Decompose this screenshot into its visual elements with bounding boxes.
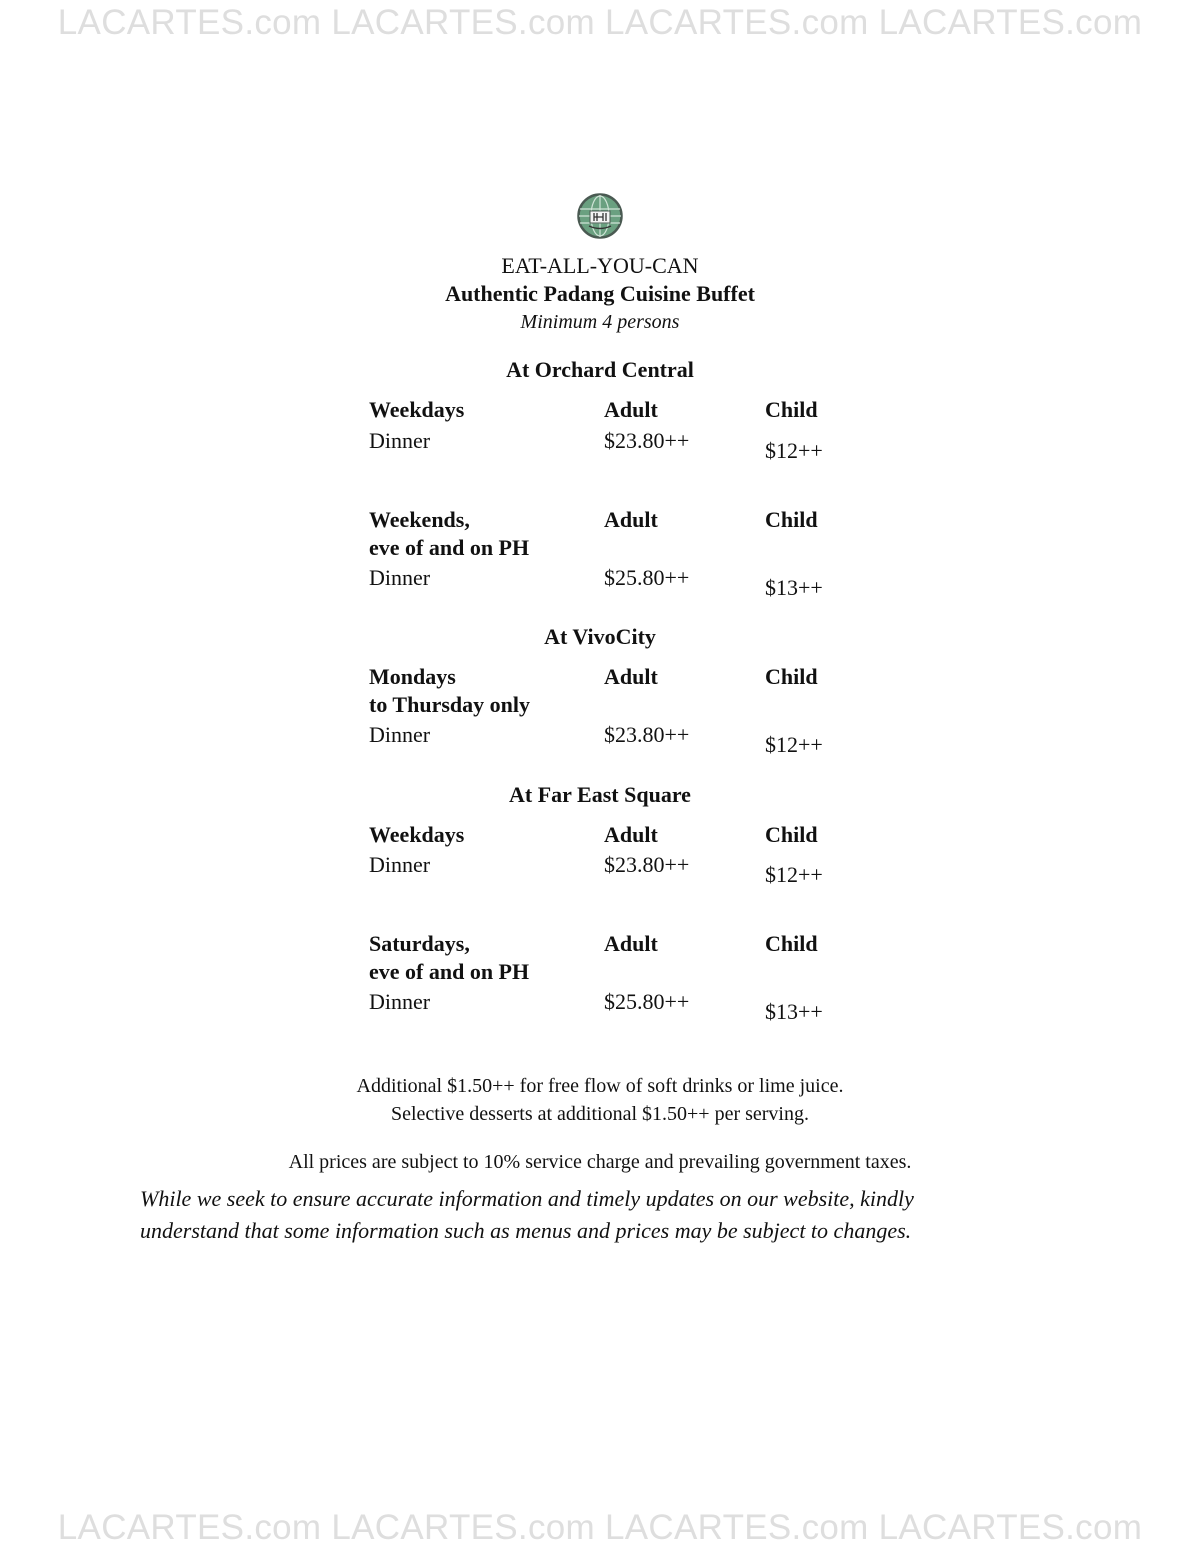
price-block-far-east-saturdays [369,931,889,1041]
day-label: Mondays [369,664,456,689]
watermark-top: LACARTES.com LACARTES.com LACARTES.com LACARTES.com [57,3,1143,42]
day-label: Weekdays [369,822,465,847]
day-label: Weekdays [369,397,465,422]
globe-emblem-icon [577,193,623,239]
adult-header: Adult [604,664,658,689]
location-heading-vivocity: At VivoCity [544,624,656,649]
location-heading-far-east-square: At Far East Square [509,782,691,807]
day-label-line2: eve of and on PH [369,959,530,984]
price-block-far-east-weekdays [369,822,889,932]
desserts-note: Selective desserts at additional $1.50++ per serving. [390,1103,809,1125]
meal-label: Dinner [369,722,431,747]
disclaimer-line-2: understand that some information such as menus and prices may be subject to changes. [140,1218,912,1243]
day-label: Saturdays, [369,931,470,956]
disclaimer-line-1: While we seek to ensure accurate information and timely updates on our website, kindly [140,1186,914,1211]
day-label-line2: to Thursday only [369,692,530,717]
child-price: $12++ [765,732,823,757]
child-header: Child [765,397,818,422]
drinks-note: Additional $1.50++ for free flow of soft drinks or lime juice. [356,1075,844,1097]
child-price: $13++ [765,575,823,600]
buffet-subtitle: Authentic Padang Cuisine Buffet [445,281,755,306]
child-price: $12++ [765,438,823,463]
meal-label: Dinner [369,989,431,1014]
minimum-persons: Minimum 4 persons [520,311,680,333]
price-block-vivocity-mon-thu [369,664,889,774]
child-price: $13++ [765,999,823,1024]
tax-note: All prices are subject to 10% service charge and prevailing government taxes. [288,1151,912,1173]
meal-label: Dinner [369,565,431,590]
adult-price: $23.80++ [604,852,690,877]
adult-price: $23.80++ [604,722,690,747]
adult-price: $25.80++ [604,989,690,1014]
adult-header: Adult [604,397,658,422]
meal-label: Dinner [369,428,431,453]
child-header: Child [765,664,818,689]
child-header: Child [765,931,818,956]
child-header: Child [765,507,818,532]
child-price: $12++ [765,862,823,887]
day-label-line2: eve of and on PH [369,535,530,560]
price-block-orchard-weekdays [369,397,889,507]
location-heading-orchard-central: At Orchard Central [506,357,694,382]
adult-price: $25.80++ [604,565,690,590]
watermark-bottom: LACARTES.com LACARTES.com LACARTES.com LACARTES.com [57,1508,1143,1547]
child-header: Child [765,822,818,847]
adult-header: Adult [604,507,658,532]
price-block-orchard-weekends [369,507,889,617]
meal-label: Dinner [369,852,431,877]
buffet-title: EAT-ALL-YOU-CAN [501,253,699,278]
adult-header: Adult [604,822,658,847]
adult-price: $23.80++ [604,428,690,453]
adult-header: Adult [604,931,658,956]
day-label: Weekends, [369,507,470,532]
